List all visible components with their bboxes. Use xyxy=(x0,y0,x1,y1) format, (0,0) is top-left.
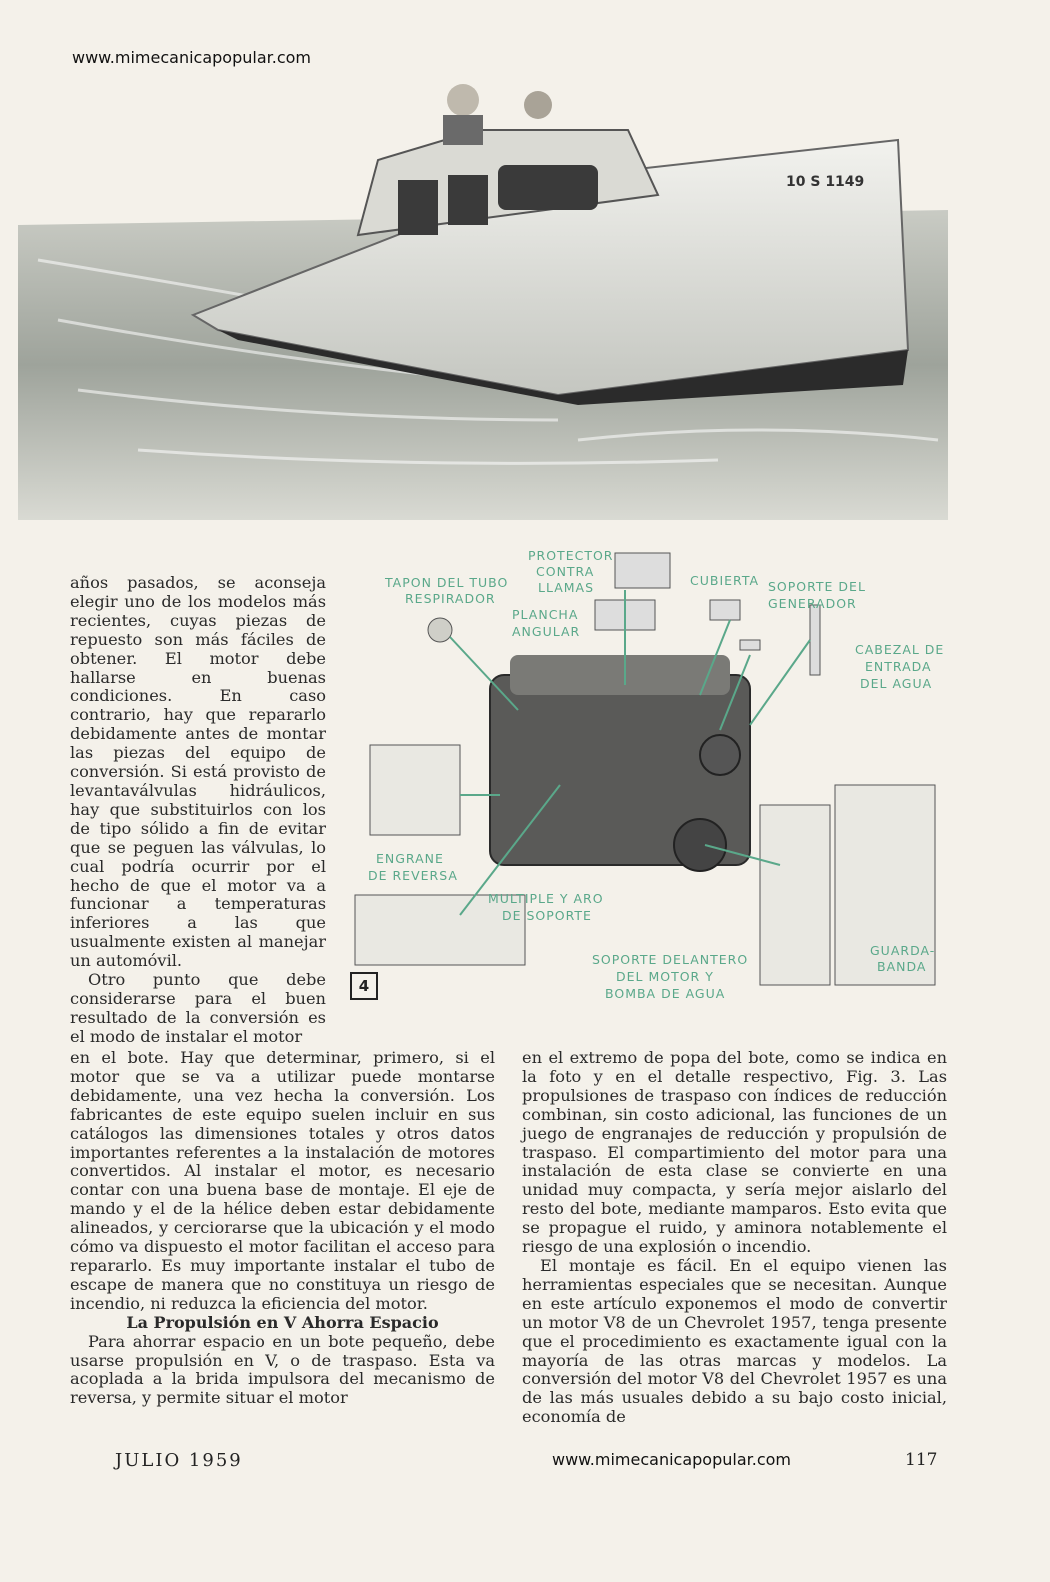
article-column-right xyxy=(522,1049,947,1427)
label-soporte-gen-2: GENERADOR xyxy=(768,596,857,611)
label-plancha-2: ANGULAR xyxy=(512,624,581,639)
label-engrane-1: ENGRANE xyxy=(376,851,444,866)
label-guarda-2: BANDA xyxy=(877,959,927,974)
label-soporte-gen-1: SOPORTE DEL xyxy=(768,579,866,594)
label-cabezal-1: CABEZAL DE xyxy=(855,642,945,657)
speedboat-photo xyxy=(18,60,948,520)
paragraph: en el extremo de popa del bote, como se indica en la foto y en el detalle respectivo, Fig. 3. Las propulsiones de traspaso con índices de reducción combinan, sin costo adicional, las funciones de un juego de engranajes de reducción y propulsión de traspaso. El compartimiento del motor para una instalación de esta clase se convierte en una unidad muy compacta, y sería mejor aislarlo del resto del bote, mediante mamparos. Esto evita que se propague el ruido, y aminora notablemente el riesgo de una explosión o incendio. xyxy=(522,1048,947,1257)
label-guarda-1: GUARDA- xyxy=(870,943,936,958)
site-url-header[interactable]: www.mimecanicapopular.com xyxy=(72,48,311,67)
label-soporte-del-2: DEL MOTOR Y xyxy=(616,969,714,984)
hull-number: 10 S 1149 xyxy=(786,174,865,190)
paragraph: Para ahorrar espacio en un bote pequeño, debe usarse propulsión en V, o de traspaso. Esta va acoplada a la brida impulsora del mecanismo de reversa, y permite situar el motor xyxy=(70,1331,495,1408)
label-protector-3: LLAMAS xyxy=(538,580,595,595)
site-url-footer[interactable]: www.mimecanicapopular.com xyxy=(552,1450,791,1469)
label-soporte-del-1: SOPORTE DELANTERO xyxy=(592,952,749,967)
section-subhead: La Propulsión en V Ahorra Espacio xyxy=(126,1312,439,1332)
issue-date: JULIO 1959 xyxy=(115,1450,243,1471)
label-protector-1: PROTECTOR xyxy=(528,548,614,563)
engine-exploded-diagram xyxy=(340,545,950,1010)
label-multiple-1: MULTIPLE Y ARO xyxy=(488,891,604,906)
paragraph: años pasados, se aconseja elegir uno de los modelos más recientes, cuyas piezas de repuesto son más fáciles de obtener. El motor debe hallarse en buenas condiciones. En caso contrario, hay que repararlo debidamente antes de montar las piezas del equipo de conversión. Si está provisto de levantaválvulas hidráulicos, hay que substituirlos con los de tipo sólido a fin de evitar que se peguen las válvulas, lo cual podría ocurrir por el hecho de que el motor va a funcionar a temperaturas inferiores a las que usualmente existen al manejar un automóvil. xyxy=(70,573,326,971)
paragraph: El montaje es fácil. En el equipo vienen las herramientas especiales que se necesitan. Aunque en este artículo exponemos el modo de convertir un motor V8 de un Chevrolet 1957, tenga presente que el procedimiento es exactamente igual con la mayoría de las otras marcas y modelos. La conversión del motor V8 del Chevrolet 1957 es una de las más usuales debido a su bajo costo inicial, economía de xyxy=(522,1255,947,1427)
label-cabezal-3: DEL AGUA xyxy=(860,676,933,691)
figure-number: 4 xyxy=(350,972,378,1000)
label-plancha-1: PLANCHA xyxy=(512,607,579,622)
label-soporte-del-3: BOMBA DE AGUA xyxy=(605,986,726,1001)
article-column-left xyxy=(70,1049,495,1408)
label-engrane-2: DE REVERSA xyxy=(368,868,458,883)
label-protector-2: CONTRA xyxy=(536,564,595,579)
paragraph: en el bote. Hay que determinar, primero, si el motor que se va a utilizar puede montarse debidamente, una vez hecha la conversión. Los fabricantes de este equipo suelen incluir en sus catálogos las dimensiones totales y otros datos importantes referentes a la instalación de motores convertidos. Al instalar el motor, es necesario contar con una buena base de montaje. El eje de mando y el de la hélice deben estar debidamente alineados, y cerciorarse que la ubicación y el modo cómo va dispuesto el motor facilitan el acceso para repararlo. Es muy importante instalar el tubo de escape de manera que no constituya un riesgo de incendio, ni reduzca la eficiencia del motor. xyxy=(70,1048,495,1313)
article-column-top xyxy=(70,574,326,1047)
label-cubierta: CUBIERTA xyxy=(690,573,760,588)
label-tapon-1: TAPON DEL TUBO xyxy=(385,575,509,590)
label-multiple-2: DE SOPORTE xyxy=(502,908,592,923)
label-cabezal-2: ENTRADA xyxy=(865,659,932,674)
page-number: 117 xyxy=(905,1450,938,1470)
label-tapon-2: RESPIRADOR xyxy=(405,591,496,606)
paragraph: Otro punto que debe considerarse para el buen resultado de la conversión es el modo de instalar el motor xyxy=(70,970,326,1046)
